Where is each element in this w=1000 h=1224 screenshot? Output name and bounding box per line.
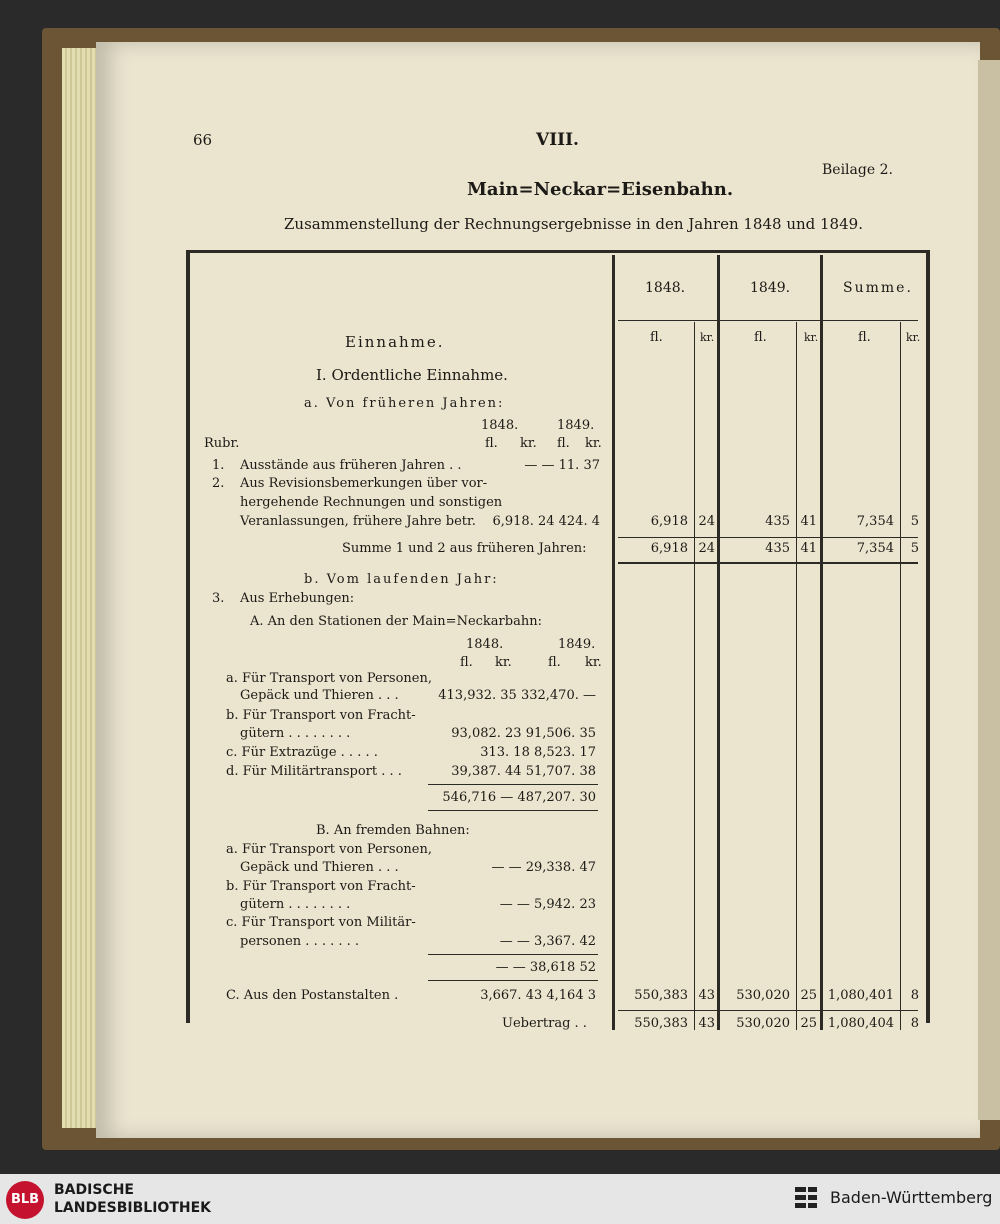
kr-divider <box>796 322 797 1030</box>
section-number: VIII. <box>536 130 579 150</box>
sub-1849: 1849. <box>557 418 595 433</box>
row-number: 3. <box>212 591 225 606</box>
table-cell: 5 <box>910 514 919 529</box>
row-label: gütern . . . . . . . . <box>240 897 351 912</box>
row-subvalues: — — 3,367. 42 <box>499 934 596 949</box>
table-cell: 6,918 <box>650 514 688 529</box>
table-cell: 25 <box>800 1016 817 1031</box>
table-cell: 530,020 <box>736 988 790 1003</box>
table-cell: 550,383 <box>634 988 688 1003</box>
row-subvalues: 39,387. 44 51,707. 38 <box>451 764 596 779</box>
prev-years-heading: a. Von früheren Jahren: <box>304 396 505 411</box>
kr-divider <box>900 322 901 1030</box>
subtotal-label: Summe 1 und 2 aus früheren Jahren: <box>342 541 587 556</box>
next-page-edge <box>978 60 1000 1120</box>
row-number: 1. <box>212 458 225 473</box>
row-label: C. Aus den Postanstalten . <box>226 988 399 1003</box>
row-label: Gepäck und Thieren . . . <box>240 688 399 703</box>
row-subvalues: — — 5,942. 23 <box>499 897 596 912</box>
column-divider <box>717 255 720 1030</box>
subtotal-rule <box>428 980 598 981</box>
col-1848: 1848. <box>645 280 686 296</box>
sub-1848: 1848. <box>466 637 504 652</box>
col-kr: kr. <box>700 331 715 344</box>
sub-1849: 1849. <box>558 637 596 652</box>
document-title: Main=Neckar=Eisenbahn. <box>467 179 734 200</box>
row-label: Aus Erhebungen: <box>240 591 355 606</box>
sub-kr: kr. <box>520 436 537 451</box>
row-label: gütern . . . . . . . . <box>240 726 351 741</box>
section-a-total: 546,716 — 487,207. 30 <box>442 790 596 805</box>
table-cell: 7,354 <box>856 541 894 556</box>
table-border-right <box>926 250 930 1023</box>
row-label: c. Für Extrazüge . . . . . <box>226 745 378 760</box>
library-name-line2: LANDESBIBLIOTHEK <box>54 1200 212 1216</box>
table-cell: 24 <box>698 514 715 529</box>
row-number: 2. <box>212 476 225 491</box>
table-cell: 41 <box>800 514 817 529</box>
row-label: Gepäck und Thieren . . . <box>240 860 399 875</box>
income-heading: Einnahme. <box>345 333 445 351</box>
row-label: Aus Revisionsbemerkungen über vor- <box>240 476 488 491</box>
page-number: 66 <box>193 131 213 149</box>
row-label: personen . . . . . . . <box>240 934 360 949</box>
table-cell: 41 <box>800 541 817 556</box>
sum-rule <box>618 562 918 564</box>
table-cell: 1,080,401 <box>827 988 894 1003</box>
table-cell: 530,020 <box>736 1016 790 1031</box>
table-cell: 7,354 <box>856 514 894 529</box>
footer-bar <box>0 1174 1000 1224</box>
subtotal-rule <box>428 954 598 955</box>
row-label: Ausstände aus früheren Jahren . . <box>240 458 462 473</box>
current-year-heading: b. Vom laufenden Jahr: <box>304 572 499 587</box>
col-1849: 1849. <box>750 280 791 296</box>
header-rule <box>618 320 918 321</box>
row-label: b. Für Transport von Fracht- <box>226 879 416 894</box>
ordinary-heading: I. Ordentliche Einnahme. <box>316 366 508 384</box>
col-fl: fl. <box>754 330 767 345</box>
table-border-top <box>186 250 930 253</box>
section-b-heading: B. An fremden Bahnen: <box>316 823 470 838</box>
column-divider <box>820 255 823 1030</box>
table-cell: 43 <box>698 988 715 1003</box>
table-cell: 25 <box>800 988 817 1003</box>
table-cell: 8 <box>910 988 919 1003</box>
kr-divider <box>694 322 695 1030</box>
row-subvalues: 3,667. 43 4,164 3 <box>480 988 596 1003</box>
carryover-label: Uebertrag . . <box>502 1016 587 1031</box>
row-subvalues: 6,918. 24 424. 4 <box>492 514 600 529</box>
section-b-total: — — 38,618 52 <box>495 960 596 975</box>
library-name-line1: BADISCHE <box>54 1182 134 1198</box>
sub-kr: kr. <box>585 436 602 451</box>
state-name: Baden-Württemberg <box>830 1188 993 1207</box>
row-subvalues: — — 11. 37 <box>524 458 600 473</box>
section-a-heading: A. An den Stationen der Main=Neckarbahn: <box>250 614 542 629</box>
row-subvalues: 413,932. 35 332,470. — <box>438 688 596 703</box>
table-cell: 43 <box>698 1016 715 1031</box>
sub-kr: kr. <box>585 655 602 670</box>
sub-kr: kr. <box>495 655 512 670</box>
blb-logo-icon[interactable]: BLB <box>6 1181 44 1219</box>
row-label: a. Für Transport von Personen, <box>226 671 432 686</box>
sub-1848: 1848. <box>481 418 519 433</box>
sub-fl: fl. <box>485 436 498 451</box>
subtotal-rule <box>428 784 598 785</box>
column-divider <box>612 255 615 1030</box>
col-kr: kr. <box>906 331 921 344</box>
row-label: c. Für Transport von Militär- <box>226 915 416 930</box>
table-border-left <box>186 250 190 1023</box>
row-subvalues: 93,082. 23 91,506. 35 <box>451 726 596 741</box>
table-cell: 1,080,404 <box>827 1016 894 1031</box>
row-subvalues: 313. 18 8,523. 17 <box>480 745 596 760</box>
col-sum: Summe. <box>843 280 913 296</box>
sub-fl: fl. <box>548 655 561 670</box>
document-subtitle: Zusammenstellung der Rechnungsergebnisse in den Jahren 1848 und 1849. <box>284 215 863 233</box>
col-kr: kr. <box>804 331 819 344</box>
row-label: a. Für Transport von Personen, <box>226 842 432 857</box>
table-cell: 435 <box>765 514 790 529</box>
supplement-label: Beilage 2. <box>822 162 893 178</box>
rubr-label: Rubr. <box>204 436 240 451</box>
sub-fl: fl. <box>557 436 570 451</box>
table-cell: 8 <box>910 1016 919 1031</box>
table-cell: 5 <box>910 541 919 556</box>
row-label: hergehende Rechnungen und sonstigen <box>240 495 503 510</box>
sum-rule <box>618 537 918 538</box>
row-label: Veranlassungen, frühere Jahre betr. <box>240 514 476 529</box>
table-cell: 24 <box>698 541 715 556</box>
row-label: b. Für Transport von Fracht- <box>226 708 416 723</box>
sub-fl: fl. <box>460 655 473 670</box>
table-cell: 550,383 <box>634 1016 688 1031</box>
bw-lions-icon <box>792 1184 822 1214</box>
carry-rule <box>618 1010 918 1011</box>
table-cell: 435 <box>765 541 790 556</box>
row-subvalues: — — 29,338. 47 <box>491 860 596 875</box>
subtotal-rule <box>428 810 598 811</box>
table-cell: 6,918 <box>650 541 688 556</box>
col-fl: fl. <box>650 330 663 345</box>
col-fl: fl. <box>858 330 871 345</box>
row-label: d. Für Militärtransport . . . <box>226 764 402 779</box>
